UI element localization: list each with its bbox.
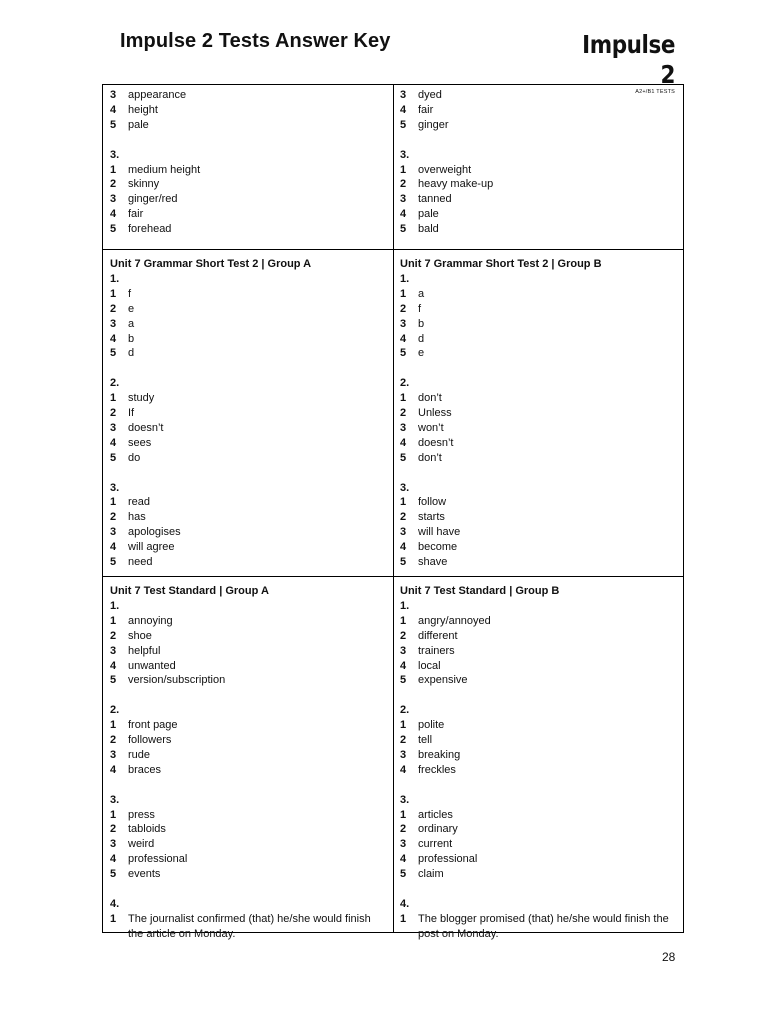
table-row: [103, 577, 683, 940]
item-number: 4: [110, 853, 117, 866]
answer-text: will have: [418, 526, 461, 539]
answer-line: [400, 88, 676, 103]
answer-text: doesn’t: [418, 436, 454, 449]
item-number: 1: [110, 392, 117, 405]
answer-line: [110, 421, 386, 436]
answer-line: [110, 287, 386, 302]
answer-text: will agree: [128, 541, 175, 554]
answer-line: [110, 629, 386, 644]
answer-text: different: [418, 629, 458, 642]
item-number: 4: [400, 763, 407, 776]
answer-text: professional: [418, 853, 478, 866]
item-number: 4: [400, 659, 407, 672]
answer-text: medium height: [128, 163, 201, 176]
spacer: [110, 688, 386, 703]
answer-line: [110, 192, 386, 207]
item-number: 3: [400, 838, 407, 851]
item-number: 2: [110, 407, 117, 420]
answer-text: bald: [418, 223, 439, 236]
answer-text: unwanted: [128, 659, 176, 672]
item-number: 5: [400, 674, 407, 687]
item-number: 2: [110, 823, 117, 836]
answer-line: [110, 510, 386, 525]
item-number: 3: [400, 526, 407, 539]
item-number: 1: [110, 614, 117, 627]
answer-text: pale: [128, 118, 149, 131]
answer-line: [400, 495, 676, 510]
page-title: Impulse 2 Tests Answer Key: [120, 30, 391, 52]
answer-line: [400, 822, 676, 837]
answer-line: [400, 867, 676, 882]
answer-line: [400, 421, 676, 436]
answer-line: [400, 163, 676, 178]
exercise-number: 3.: [110, 481, 120, 494]
answer-line: [110, 118, 386, 133]
item-number: 2: [110, 178, 117, 191]
item-number: 3: [110, 526, 117, 539]
spacer: [110, 882, 386, 897]
item-number: 4: [400, 541, 407, 554]
cell-group-a: [110, 257, 386, 570]
item-number: 2: [110, 511, 117, 524]
item-number: 3: [110, 421, 117, 434]
spacer: [400, 133, 676, 148]
answer-line: [400, 451, 676, 466]
item-number: 3: [110, 193, 117, 206]
answer-text: professional: [128, 853, 188, 866]
item-number: 2: [400, 823, 407, 836]
item-number: 5: [110, 674, 117, 687]
answer-line: [400, 614, 676, 629]
exercise-number: 2.: [400, 377, 410, 390]
spacer: [110, 778, 386, 793]
item-number: 1: [400, 912, 407, 925]
answer-text: tabloids: [128, 823, 166, 836]
spacer: [400, 778, 676, 793]
item-number: 3: [110, 748, 117, 761]
answer-text: claim: [418, 868, 444, 881]
item-number: 3: [110, 644, 117, 657]
answer-text: articles: [418, 808, 453, 821]
answer-line: [110, 436, 386, 451]
answer-line: [400, 406, 676, 421]
item-number: 4: [400, 436, 407, 449]
item-number: 4: [400, 103, 407, 116]
answer-text: starts: [418, 511, 445, 524]
item-number: 4: [110, 763, 117, 776]
answer-text: tanned: [418, 193, 452, 206]
answer-line: [110, 912, 386, 942]
exercise-number: 3.: [110, 148, 120, 161]
answer-text: height: [128, 103, 158, 116]
answer-text: has: [128, 511, 146, 524]
answer-text: The blogger promised (that) he/she would finish the post on Monday.: [418, 912, 669, 940]
answer-line: [400, 332, 676, 347]
answer-text: don’t: [418, 392, 442, 405]
exercise-number: 3.: [400, 148, 410, 161]
item-number: 1: [400, 392, 407, 405]
item-number: 1: [110, 287, 117, 300]
exercise-number: 3.: [400, 793, 410, 806]
answer-line: [110, 391, 386, 406]
item-number: 3: [400, 89, 407, 101]
item-number: 4: [110, 103, 117, 116]
item-number: 3: [400, 748, 407, 761]
answer-text: rude: [128, 748, 151, 761]
answer-line: [400, 912, 676, 942]
exercise-number: 1.: [400, 272, 410, 285]
answer-line: [400, 222, 676, 237]
answer-text: b: [128, 332, 135, 345]
answer-line: [400, 177, 676, 192]
item-number: 1: [110, 912, 117, 925]
answer-text: dyed: [418, 89, 442, 101]
answer-text: apologises: [128, 526, 181, 539]
answer-line: [400, 346, 676, 361]
item-number: 1: [400, 163, 407, 176]
answer-line: [110, 346, 386, 361]
section-heading: Unit 7 Test Standard | Group B: [400, 585, 560, 597]
answer-text: study: [128, 392, 155, 405]
answer-line: [400, 748, 676, 763]
answer-line: [400, 644, 676, 659]
answer-line: [110, 332, 386, 347]
answer-text: press: [128, 808, 155, 821]
answer-line: [400, 317, 676, 332]
answer-line: [110, 659, 386, 674]
answer-line: [110, 867, 386, 882]
exercise-number: 1.: [400, 599, 410, 612]
spacer: [110, 361, 386, 376]
answer-line: [110, 822, 386, 837]
answer-line: [110, 808, 386, 823]
item-number: 1: [110, 808, 117, 821]
answer-line: [110, 302, 386, 317]
exercise-number: 1.: [110, 599, 120, 612]
spacer: [400, 882, 676, 897]
item-number: 5: [110, 556, 117, 569]
logo-subtitle: A2+/B1 TESTS: [635, 89, 675, 95]
exercise-number: 2.: [400, 704, 410, 717]
cell-group-a: [110, 88, 386, 237]
answer-text: freckles: [418, 763, 456, 776]
item-number: 1: [400, 614, 407, 627]
item-number: 3: [110, 838, 117, 851]
answer-text: expensive: [418, 674, 468, 687]
item-number: 1: [110, 163, 117, 176]
answer-line: [110, 177, 386, 192]
answer-line: [400, 540, 676, 555]
spacer: [400, 688, 676, 703]
answer-text: ordinary: [418, 823, 458, 836]
item-number: 5: [400, 223, 407, 236]
answer-text: e: [128, 302, 135, 315]
answer-text: appearance: [128, 89, 187, 101]
answer-text: braces: [128, 763, 162, 776]
spacer: [110, 133, 386, 148]
answer-text: shoe: [128, 629, 152, 642]
answer-line: [110, 733, 386, 748]
item-number: 4: [110, 659, 117, 672]
answer-text: b: [418, 317, 425, 330]
exercise-number: 2.: [110, 377, 120, 390]
spacer: [400, 361, 676, 376]
section-heading: Unit 7 Test Standard | Group A: [110, 585, 269, 597]
answer-text: version/subscription: [128, 674, 226, 687]
answer-text: won’t: [418, 421, 444, 434]
answer-text: The journalist confirmed (that) he/she would finish the article on Monday.: [128, 912, 371, 940]
answer-line: [110, 614, 386, 629]
answer-line: [110, 451, 386, 466]
item-number: 5: [400, 868, 407, 881]
item-number: 5: [110, 451, 117, 464]
answer-text: d: [418, 332, 425, 345]
answer-line: [110, 103, 386, 118]
item-number: 5: [110, 223, 117, 236]
item-number: 2: [400, 511, 407, 524]
answer-line: [400, 103, 676, 118]
cell-group-a: [110, 584, 386, 942]
answer-text: angry/annoyed: [418, 614, 491, 627]
answer-text: weird: [128, 838, 155, 851]
page-number: 28: [662, 950, 676, 964]
answer-line: [400, 718, 676, 733]
item-number: 1: [110, 496, 117, 509]
answer-line: [400, 436, 676, 451]
item-number: 4: [400, 208, 407, 221]
answer-text: fair: [128, 208, 144, 221]
answer-line: [400, 510, 676, 525]
item-number: 2: [400, 178, 407, 191]
exercise-number: 1.: [110, 272, 120, 285]
answer-line: [110, 222, 386, 237]
answer-text: front page: [128, 719, 178, 732]
item-number: 1: [400, 719, 407, 732]
item-number: 3: [400, 421, 407, 434]
item-number: 1: [400, 287, 407, 300]
answer-text: f: [418, 302, 422, 315]
answer-line: [110, 763, 386, 778]
item-number: 1: [400, 808, 407, 821]
answer-line: [110, 163, 386, 178]
item-number: 2: [110, 302, 117, 315]
answer-line: [400, 302, 676, 317]
answer-text: forehead: [128, 223, 172, 236]
answer-line: [400, 192, 676, 207]
item-number: 2: [400, 629, 407, 642]
exercise-number: 3.: [400, 481, 410, 494]
item-number: 3: [400, 193, 407, 206]
item-number: 2: [110, 734, 117, 747]
item-number: 4: [400, 853, 407, 866]
exercise-number: 4.: [110, 897, 120, 910]
answer-line: [400, 118, 676, 133]
answer-text: heavy make-up: [418, 178, 494, 191]
cell-group-b: [400, 584, 676, 942]
item-number: 4: [110, 541, 117, 554]
section-heading: Unit 7 Grammar Short Test 2 | Group A: [110, 258, 312, 270]
answer-line: [110, 317, 386, 332]
answer-line: [400, 629, 676, 644]
answer-line: [110, 555, 386, 570]
item-number: 4: [110, 208, 117, 221]
answer-line: [400, 555, 676, 570]
item-number: 3: [110, 89, 117, 101]
answer-line: [110, 718, 386, 733]
answer-text: fair: [418, 103, 434, 116]
logo-text: Impulse 2: [582, 30, 675, 89]
item-number: 5: [110, 868, 117, 881]
answer-line: [400, 763, 676, 778]
answer-text: e: [418, 347, 425, 360]
answer-text: ginger/red: [128, 193, 178, 206]
answer-line: [400, 808, 676, 823]
answer-text: become: [418, 541, 458, 554]
answer-text: current: [418, 838, 453, 851]
answer-text: shave: [418, 556, 448, 569]
answer-text: pale: [418, 208, 439, 221]
answer-line: [400, 525, 676, 540]
answer-text: need: [128, 556, 153, 569]
answer-text: helpful: [128, 644, 161, 657]
answer-line: [110, 207, 386, 222]
answer-line: [110, 525, 386, 540]
section-heading: Unit 7 Grammar Short Test 2 | Group B: [400, 258, 602, 270]
spacer: [110, 466, 386, 481]
answer-text: follow: [418, 496, 447, 509]
item-number: 4: [110, 332, 117, 345]
answer-text: a: [128, 317, 135, 330]
impulse-logo: [563, 30, 675, 95]
answer-text: d: [128, 347, 135, 360]
answer-line: [110, 837, 386, 852]
item-number: 2: [110, 629, 117, 642]
answer-text: ginger: [418, 118, 449, 131]
item-number: 5: [400, 118, 407, 131]
item-number: 1: [110, 719, 117, 732]
item-number: 5: [110, 347, 117, 360]
answer-text: sees: [128, 436, 152, 449]
answer-text: do: [128, 451, 141, 464]
answer-text: polite: [418, 719, 445, 732]
answer-line: [110, 540, 386, 555]
exercise-number: 3.: [110, 793, 120, 806]
answer-text: trainers: [418, 644, 455, 657]
answer-line: [400, 852, 676, 867]
answer-text: annoying: [128, 614, 173, 627]
answer-text: local: [418, 659, 441, 672]
answer-line: [110, 673, 386, 688]
answer-text: Unless: [418, 407, 452, 420]
answer-line: [110, 748, 386, 763]
answer-line: [400, 659, 676, 674]
item-number: 3: [110, 317, 117, 330]
exercise-number: 4.: [400, 897, 410, 910]
answer-line: [400, 673, 676, 688]
answer-text: events: [128, 868, 161, 881]
answer-text: skinny: [128, 178, 160, 191]
item-number: 5: [110, 118, 117, 131]
item-number: 3: [400, 644, 407, 657]
item-number: 4: [400, 332, 407, 345]
answer-line: [400, 837, 676, 852]
answer-text: followers: [128, 734, 172, 747]
item-number: 2: [400, 734, 407, 747]
table-row: [103, 85, 683, 250]
answer-line: [110, 406, 386, 421]
spacer: [400, 466, 676, 481]
answer-text: breaking: [418, 748, 461, 761]
item-number: 5: [400, 451, 407, 464]
answer-line: [110, 852, 386, 867]
item-number: 2: [400, 407, 407, 420]
answer-text: tell: [418, 734, 433, 747]
cell-group-b: [400, 88, 676, 237]
answer-text: If: [128, 407, 135, 420]
answer-line: [110, 495, 386, 510]
item-number: 1: [400, 496, 407, 509]
table-row: [103, 250, 683, 577]
item-number: 4: [110, 436, 117, 449]
answer-text: f: [128, 287, 132, 300]
answer-key-table: [102, 84, 684, 940]
answer-text: doesn’t: [128, 421, 164, 434]
answer-line: [110, 88, 386, 103]
item-number: 2: [400, 302, 407, 315]
answer-text: overweight: [418, 163, 472, 176]
answer-text: read: [128, 496, 151, 509]
exercise-number: 2.: [110, 704, 120, 717]
answer-line: [400, 207, 676, 222]
answer-text: don’t: [418, 451, 442, 464]
answer-line: [400, 733, 676, 748]
item-number: 5: [400, 556, 407, 569]
answer-line: [400, 391, 676, 406]
cell-group-b: [400, 257, 676, 570]
item-number: 5: [400, 347, 407, 360]
answer-line: [400, 287, 676, 302]
answer-text: a: [418, 287, 425, 300]
item-number: 3: [400, 317, 407, 330]
answer-line: [110, 644, 386, 659]
